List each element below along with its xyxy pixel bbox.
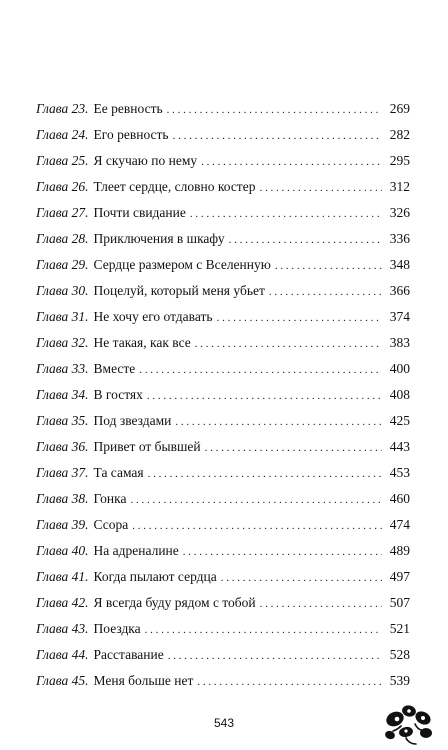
dot-leader — [132, 513, 382, 539]
dot-leader — [269, 279, 382, 305]
chapter-title: Вместе — [93, 361, 136, 376]
chapter-label: Глава 43. — [36, 621, 89, 636]
chapter-label: Глава 25. — [36, 153, 89, 168]
dot-leader — [139, 357, 382, 383]
toc-entry — [36, 434, 410, 460]
toc-entry — [36, 668, 410, 694]
dot-leader — [173, 123, 382, 149]
chapter-page-number: 366 — [389, 283, 410, 298]
dot-leader — [217, 305, 382, 331]
page-number: 543 — [213, 716, 235, 730]
chapter-title: Приключения в шкафу — [93, 231, 225, 246]
chapter-label: Глава 28. — [36, 231, 89, 246]
dot-leader — [190, 201, 382, 227]
chapter-label: Глава 40. — [36, 543, 89, 558]
dot-leader — [205, 435, 382, 461]
toc-entry — [36, 408, 410, 434]
chapter-title: Привет от бывшей — [93, 439, 201, 454]
toc-entry — [36, 278, 410, 304]
toc-entry — [36, 200, 410, 226]
chapter-title: Почти свидание — [93, 205, 186, 220]
chapter-label: Глава 33. — [36, 361, 89, 376]
chapter-title: Его ревность — [93, 127, 169, 142]
chapter-title: Поездка — [93, 621, 141, 636]
chapter-page-number: 400 — [389, 361, 410, 376]
chapter-title: Поцелуй, который меня убьет — [93, 283, 265, 298]
chapter-page-number: 408 — [389, 387, 410, 402]
toc-entry — [36, 590, 410, 616]
dot-leader — [183, 539, 382, 565]
dot-leader — [175, 409, 382, 435]
toc-entry — [36, 642, 410, 668]
chapter-label: Глава 44. — [36, 647, 89, 662]
chapter-title: Сердце размером с Вселенную — [93, 257, 271, 272]
chapter-title: Когда пылают сердца — [93, 569, 217, 584]
chapter-title: Я скучаю по нему — [93, 153, 198, 168]
chapter-page-number: 282 — [389, 127, 410, 142]
chapter-page-number: 489 — [389, 543, 410, 558]
chapter-page-number: 295 — [389, 153, 410, 168]
chapter-page-number: 507 — [389, 595, 410, 610]
chapter-title: Не хочу его отдавать — [93, 309, 213, 324]
toc-entry — [36, 512, 410, 538]
dot-leader — [259, 175, 382, 201]
chapter-label: Глава 27. — [36, 205, 89, 220]
dot-leader — [201, 149, 382, 175]
chapter-label: Глава 26. — [36, 179, 89, 194]
chapter-title: Меня больше нет — [93, 673, 194, 688]
chapter-label: Глава 36. — [36, 439, 89, 454]
toc-entry — [36, 616, 410, 642]
chapter-label: Глава 38. — [36, 491, 89, 506]
chapter-page-number: 336 — [389, 231, 410, 246]
toc-entry — [36, 174, 410, 200]
dot-leader — [145, 617, 382, 643]
dot-leader — [147, 383, 382, 409]
chapter-page-number: 326 — [389, 205, 410, 220]
toc-entry — [36, 460, 410, 486]
chapter-page-number: 539 — [389, 673, 410, 688]
chapter-title: Под звездами — [93, 413, 172, 428]
chapter-title: Тлеет сердце, словно костер — [93, 179, 256, 194]
toc-entry — [36, 252, 410, 278]
table-of-contents — [36, 96, 410, 694]
chapter-title: Гонка — [93, 491, 127, 506]
chapter-title: Та самая — [93, 465, 144, 480]
toc-entry — [36, 486, 410, 512]
chapter-title: Расставание — [93, 647, 164, 662]
toc-entry — [36, 96, 410, 122]
chapter-page-number: 348 — [389, 257, 410, 272]
toc-entry — [36, 330, 410, 356]
chapter-label: Глава 39. — [36, 517, 89, 532]
dot-leader — [260, 591, 382, 617]
chapter-title: Я всегда буду рядом с тобой — [93, 595, 256, 610]
chapter-label: Глава 42. — [36, 595, 89, 610]
dot-leader — [197, 669, 382, 695]
chapter-label: Глава 24. — [36, 127, 89, 142]
chapter-title: На адреналине — [93, 543, 179, 558]
chapter-page-number: 383 — [389, 335, 410, 350]
chapter-label: Глава 41. — [36, 569, 89, 584]
chapter-title: Ее ревность — [93, 101, 163, 116]
chapter-page-number: 497 — [389, 569, 410, 584]
chapter-label: Глава 23. — [36, 101, 89, 116]
toc-entry — [36, 382, 410, 408]
chapter-page-number: 374 — [389, 309, 410, 324]
chapter-label: Глава 30. — [36, 283, 89, 298]
chapter-label: Глава 45. — [36, 673, 89, 688]
dot-leader — [221, 565, 382, 591]
dot-leader — [130, 487, 382, 513]
dot-leader — [275, 253, 382, 279]
chapter-page-number: 312 — [389, 179, 410, 194]
chapter-label: Глава 34. — [36, 387, 89, 402]
chapter-page-number: 474 — [389, 517, 410, 532]
dot-leader — [229, 227, 382, 253]
toc-entry — [36, 538, 410, 564]
chapter-page-number: 528 — [389, 647, 410, 662]
chapter-page-number: 443 — [389, 439, 410, 454]
floral-ornament-icon — [382, 700, 438, 746]
chapter-page-number: 521 — [389, 621, 410, 636]
chapter-page-number: 460 — [389, 491, 410, 506]
toc-entry — [36, 304, 410, 330]
chapter-page-number: 453 — [389, 465, 410, 480]
dot-leader — [195, 331, 382, 357]
chapter-title: Ссора — [93, 517, 129, 532]
toc-entry — [36, 356, 410, 382]
chapter-title: Не такая, как все — [93, 335, 191, 350]
toc-entry — [36, 122, 410, 148]
dot-leader — [167, 97, 382, 123]
toc-entry — [36, 148, 410, 174]
chapter-label: Глава 37. — [36, 465, 89, 480]
chapter-page-number: 425 — [389, 413, 410, 428]
toc-entry — [36, 564, 410, 590]
chapter-label: Глава 31. — [36, 309, 89, 324]
chapter-label: Глава 32. — [36, 335, 89, 350]
dot-leader — [168, 643, 382, 669]
chapter-label: Глава 35. — [36, 413, 89, 428]
chapter-title: В гостях — [93, 387, 143, 402]
chapter-label: Глава 29. — [36, 257, 89, 272]
toc-entry — [36, 226, 410, 252]
chapter-page-number: 269 — [389, 101, 410, 116]
dot-leader — [148, 461, 382, 487]
